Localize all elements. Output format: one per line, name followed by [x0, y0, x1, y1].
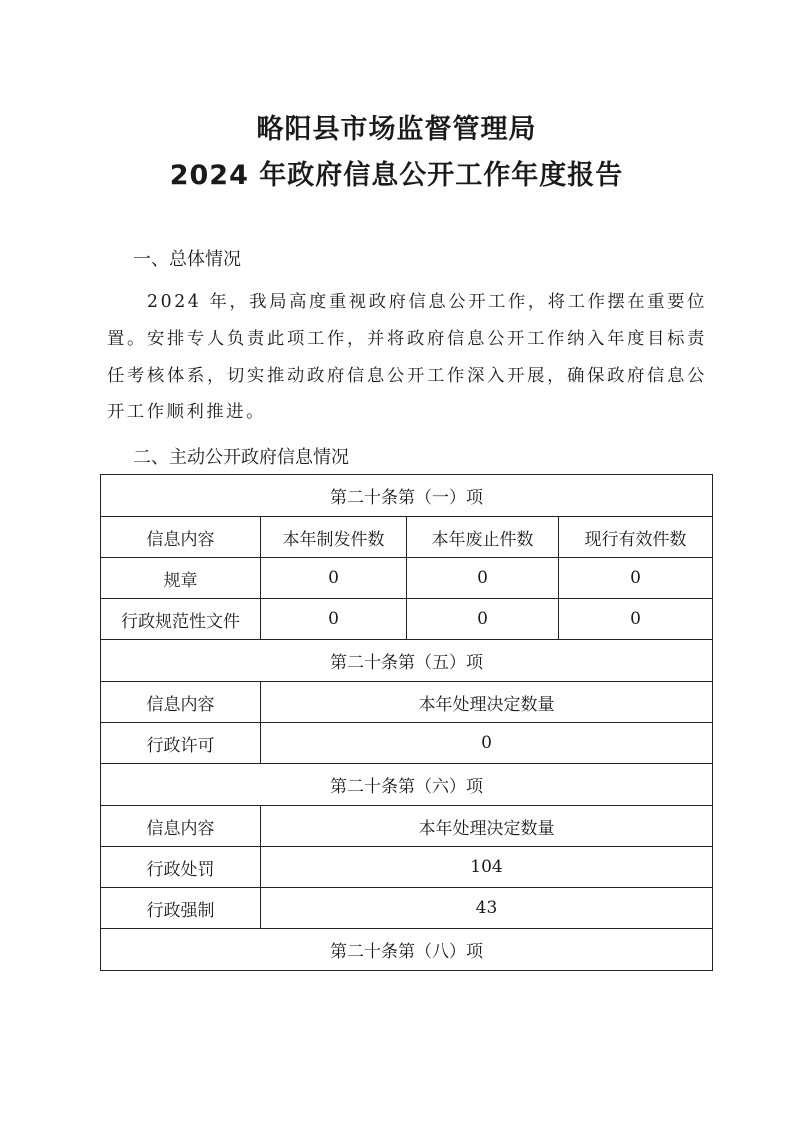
- row-label: 行政处罚: [101, 847, 261, 888]
- column-header: 本年处理决定数量: [261, 806, 713, 847]
- column-header: 本年制发件数: [261, 517, 407, 558]
- table-row: [101, 723, 713, 764]
- row-label: 规章: [101, 558, 261, 599]
- row-label: 行政许可: [101, 723, 261, 764]
- table-section-row: [101, 640, 713, 682]
- table-header-row: [101, 517, 713, 558]
- table-section-row: [101, 764, 713, 806]
- table-cell: 0: [407, 558, 559, 599]
- column-header: 本年废止件数: [407, 517, 559, 558]
- table-cell: 104: [261, 847, 713, 888]
- table-cell: 0: [407, 599, 559, 640]
- table-cell: 0: [559, 599, 713, 640]
- table-cell: 0: [261, 723, 713, 764]
- table-header-row: [101, 806, 713, 847]
- table-section-row: [101, 475, 713, 517]
- row-label: 行政强制: [101, 888, 261, 929]
- column-header: 现行有效件数: [559, 517, 713, 558]
- section-heading-proactive-disclosure: 二、主动公开政府信息情况: [133, 447, 349, 468]
- column-header: 信息内容: [101, 682, 261, 723]
- table-row: [101, 599, 713, 640]
- article-20-6-title: 第二十条第（六）项: [101, 764, 713, 806]
- table-cell: 0: [261, 558, 407, 599]
- table-cell: 0: [559, 558, 713, 599]
- article-20-5-title: 第二十条第（五）项: [101, 640, 713, 682]
- table-row: [101, 847, 713, 888]
- table-row: [101, 888, 713, 929]
- column-header: 本年处理决定数量: [261, 682, 713, 723]
- table-cell: 0: [261, 599, 407, 640]
- proactive-disclosure-table: [100, 474, 713, 971]
- section-heading-overview: 一、总体情况: [133, 249, 241, 270]
- table-header-row: [101, 682, 713, 723]
- article-20-1-title: 第二十条第（一）项: [101, 475, 713, 517]
- table-section-row: [101, 929, 713, 971]
- table-row: [101, 558, 713, 599]
- report-title-line2: 2024 年政府信息公开工作年度报告: [169, 160, 624, 191]
- column-header: 信息内容: [101, 517, 261, 558]
- article-20-8-title: 第二十条第（八）项: [101, 929, 713, 971]
- overview-paragraph: 2024 年，我局高度重视政府信息公开工作，将工作摆在重要位置。安排专人负责此项工作，并将政府信息公开工作纳入年度目标责任考核体系，切实推动政府信息公开工作深入开展，确保政府信息公开工作顺利推进。: [107, 292, 707, 423]
- column-header: 信息内容: [101, 806, 261, 847]
- report-title-line1: 略阳县市场监督管理局: [256, 114, 537, 145]
- table-cell: 43: [261, 888, 713, 929]
- row-label: 行政规范性文件: [101, 599, 261, 640]
